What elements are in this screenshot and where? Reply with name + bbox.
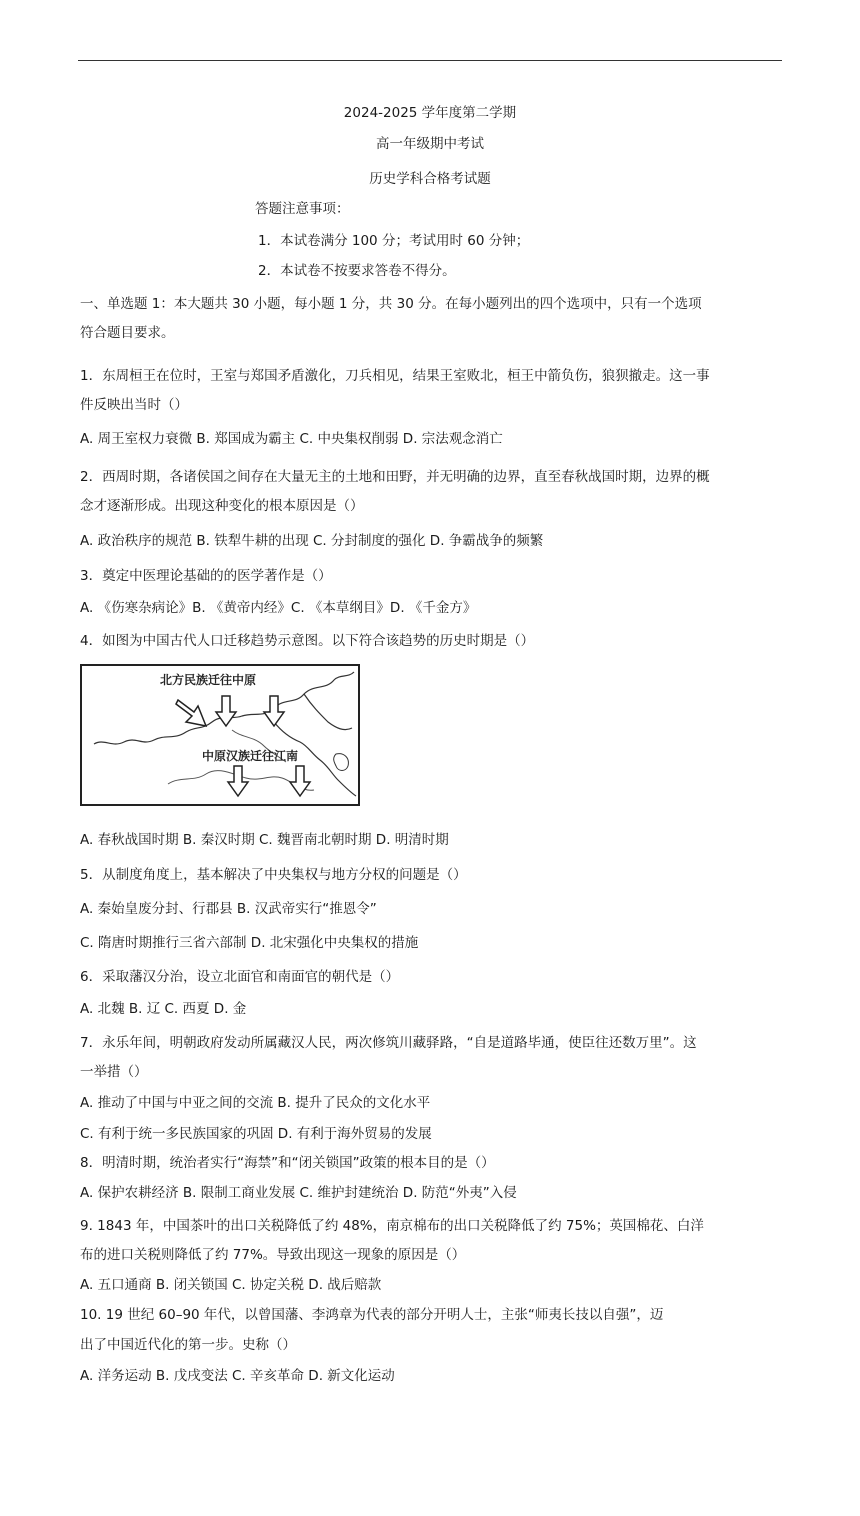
question-8-stem: 8．明清时期，统治者实行“海禁”和“闭关锁国”政策的根本目的是（）	[80, 1155, 495, 1171]
question-5-options: A. 秦始皇废分封、行郡县 B. 汉武帝实行“推恩令”	[80, 901, 377, 917]
question-2-options: A. 政治秩序的规范 B. 铁犁牛耕的出现 C. 分封制度的强化 D. 争霸战争的频繁	[80, 533, 544, 549]
question-9-stem: 9. 1843 年，中国茶叶的出口关税降低了约 48%，南京棉布的出口关税降低了约 75%；英国棉花、白洋	[80, 1218, 704, 1234]
question-5-options: C. 隋唐时期推行三省六部制 D. 北宋强化中央集权的措施	[80, 935, 419, 951]
question-2-stem: 念才逐渐形成。出现这种变化的根本原因是（）	[80, 498, 364, 514]
migration-map-figure	[80, 664, 360, 806]
question-4-stem: 4．如图为中国古代人口迁移趋势示意图。以下符合该趋势的历史时期是（）	[80, 633, 535, 649]
migration-arrow	[264, 696, 284, 726]
question-3-options: A. 《伤寒杂病论》B. 《黄帝内经》C. 《本草纲目》D. 《千金方》	[80, 600, 477, 616]
question-6-stem: 6．采取藩汉分治，设立北面官和南面官的朝代是（）	[80, 969, 400, 985]
question-4-options: A. 春秋战国时期 B. 秦汉时期 C. 魏晋南北朝时期 D. 明清时期	[80, 832, 449, 848]
map-label-south: 中原汉族迁往江南	[202, 749, 299, 763]
question-7-stem: 一举措（）	[80, 1064, 148, 1080]
header-year-term: 2024-2025 学年度第二学期	[343, 105, 517, 121]
migration-arrow	[216, 696, 236, 726]
question-10-stem: 10. 19 世纪 60–90 年代，以曾国藩、李鸿章为代表的部分开明人士，主张“师夷长技以自强”，迈	[80, 1307, 664, 1323]
migration-arrow	[228, 766, 248, 796]
question-6-options: A. 北魏 B. 辽 C. 西夏 D. 金	[80, 1001, 247, 1017]
question-10-options: A. 洋务运动 B. 戊戌变法 C. 辛亥革命 D. 新文化运动	[80, 1368, 395, 1384]
migration-arrow	[290, 766, 310, 796]
section-line: 一、单选题 1：本大题共 30 小题，每小题 1 分，共 30 分。在每小题列出的四个选项中，只有一个选项	[80, 296, 702, 312]
question-7-options: C. 有利于统一多民族国家的巩固 D. 有利于海外贸易的发展	[80, 1126, 432, 1142]
question-5-stem: 5．从制度角度上，基本解决了中央集权与地方分权的问题是（）	[80, 867, 467, 883]
notes-item: 1．本试卷满分 100 分；考试用时 60 分钟；	[258, 233, 530, 249]
question-9-stem: 布的进口关税则降低了约 77%。导致出现这一现象的原因是（）	[80, 1247, 466, 1263]
map-label-north: 北方民族迁往中原	[160, 673, 257, 687]
header-exam-name: 高一年级期中考试	[376, 136, 484, 152]
section-line: 符合题目要求。	[80, 325, 175, 341]
header-subject: 历史学科合格考试题	[369, 171, 491, 187]
question-2-stem: 2．西周时期，各诸侯国之间存在大量无主的土地和田野，并无明确的边界，直至春秋战国时期，边界的概	[80, 469, 710, 485]
top-rule	[78, 60, 782, 61]
question-3-stem: 3．奠定中医理论基础的的医学著作是（）	[80, 568, 332, 584]
question-7-stem: 7．永乐年间，明朝政府发动所属藏汉人民，两次修筑川藏驿路，“自是道路毕通，使臣往还数万里”。这	[80, 1035, 697, 1051]
question-1-stem: 件反映出当时（）	[80, 397, 188, 413]
notes-title: 答题注意事项：	[255, 201, 350, 217]
question-9-options: A. 五口通商 B. 闭关锁国 C. 协定关税 D. 战后赔款	[80, 1277, 382, 1293]
question-1-options: A. 周王室权力衰微 B. 郑国成为霸主 C. 中央集权削弱 D. 宗法观念消亡	[80, 431, 503, 447]
question-10-stem: 出了中国近代化的第一步。史称（）	[80, 1337, 296, 1353]
coastline	[304, 694, 352, 730]
coastline	[334, 754, 349, 771]
question-8-options: A. 保护农耕经济 B. 限制工商业发展 C. 维护封建统治 D. 防范“外夷”入侵	[80, 1185, 517, 1201]
question-1-stem: 1．东周桓王在位时，王室与郑国矛盾激化，刀兵相见，结果王室败北，桓王中箭负伤，狼狈撤走。这一事	[80, 368, 710, 384]
notes-item: 2．本试卷不按要求答卷不得分。	[258, 263, 456, 279]
migration-arrow	[176, 700, 206, 726]
question-7-options: A. 推动了中国与中亚之间的交流 B. 提升了民众的文化水平	[80, 1095, 431, 1111]
